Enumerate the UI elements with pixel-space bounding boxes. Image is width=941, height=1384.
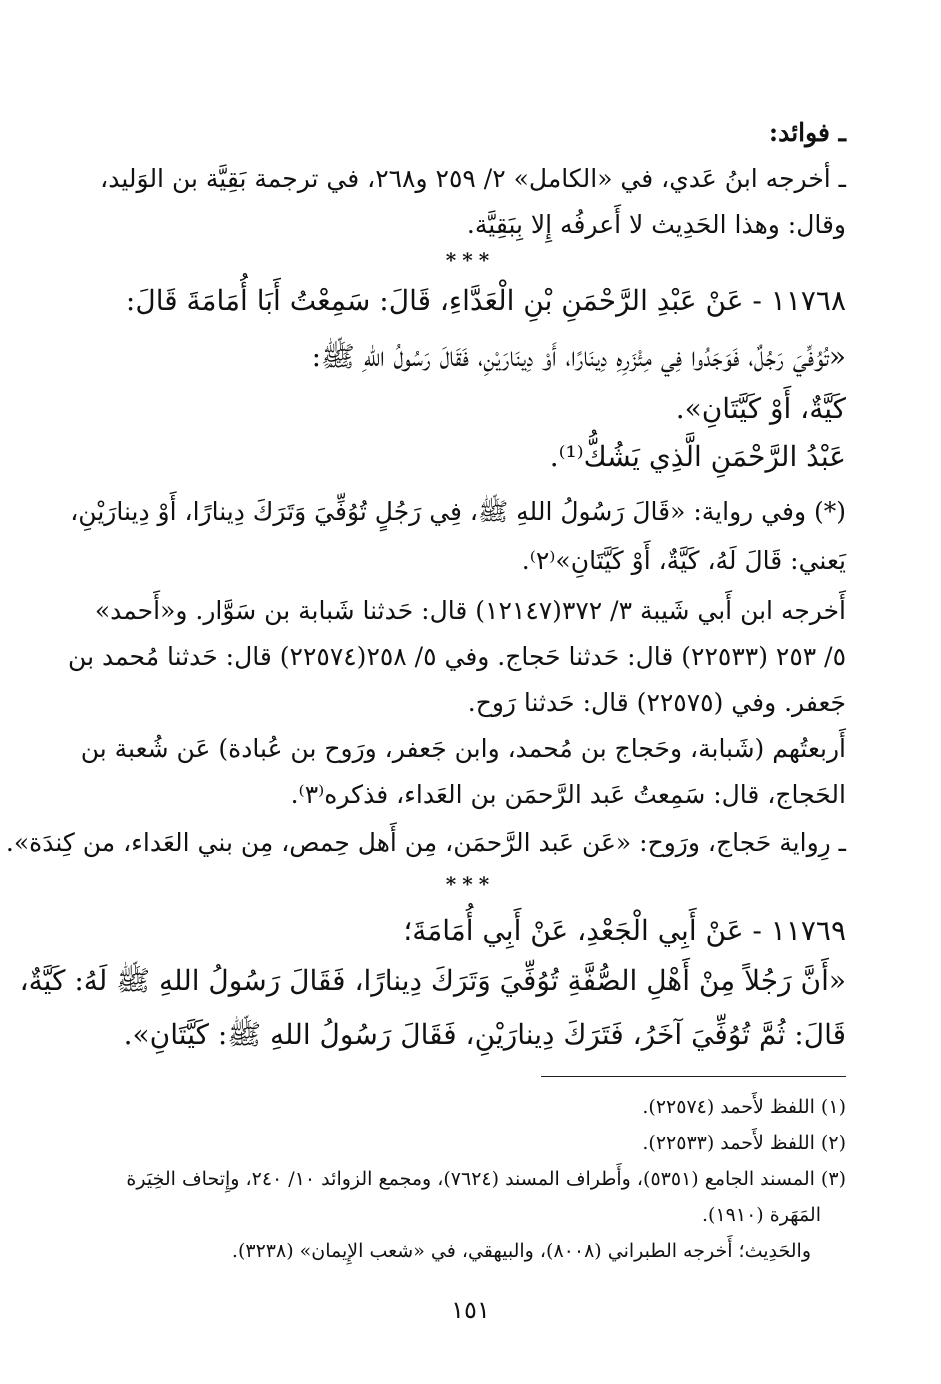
footnote-divider [541,1076,846,1077]
footnote-3-line-2: المَهَرة (١٩١٠). [702,1204,821,1226]
arbaa-line-2: الحَجاج، قال: سَمِعتُ عَبد الرَّحمَن بن العَداء، فذكره⁽٣⁾. [290,780,846,809]
takhrij-line-3: جَعفر. وفي (٢٢٥٧٥) قال: حَدثنا رَوح. [467,688,846,717]
riwaya-line-1: (*) وفي رواية: «قَالَ رَسُولُ اللهِ ﷺ، فِي رَجُلٍ تُوُفِّيَ وَتَرَكَ دِينارًا، أَوْ دِينارَيْنِ، [70,497,846,526]
hadith-11769-line-3: قَالَ: ثُمَّ تُوُفِّيَ آخَرُ، فَتَرَكَ دِينارَيْنِ، فَقَالَ رَسُولُ اللهِ ﷺ: كَيَّتَانِ». [123,1018,846,1051]
page-number: ١٥١ [451,1296,490,1324]
hadith-11768-line-1: ١١٧٦٨ - عَنْ عَبْدِ الرَّحْمَنِ بْنِ الْعَدَّاءِ، قَالَ: سَمِعْتُ أَبَا أُمَامَةَ قَالَ: [125,284,846,317]
section-separator: *** [445,872,496,896]
section-separator: *** [445,248,496,272]
hadith-11768-line-2: «تُوُفِّيَ رَجُلٌ، فَوَجَدُوا فِي مِئْزَرِهِ دِينَارًا، أَوْ دِينَارَيْنِ، فَقَالَ رَسُولُ اللهِ ﷺ: [311,340,846,373]
hadith-11768-line-4: عَبْدُ الرَّحْمَنِ الَّذِي يَشُكُّ⁽¹⁾. [549,440,846,473]
takhrij-line-2: ٥/ ٢٥٣ (٢٢٥٣٣) قال: حَدثنا حَجاج. وفي ٥/ ٢٥٨(٢٢٥٧٤) قال: حَدثنا مُحمد بن [68,642,846,671]
arbaa-line-1: أَربعتُهم (شَبابة، وحَجاج بن مُحمد، وابن جَعفر، ورَوح بن عُبادة) عَن شُعبة بن [80,734,846,763]
takhrij-line-1: أَخرجه ابن أَبي شَيبة ٣/ ٣٧٢(١٢١٤٧) قال: حَدثنا شَبابة بن سَوَّار. و«أَحمد» [94,596,846,625]
hadith-11768-line-3: كَيَّةٌ، أَوْ كَيَّتَانِ». [675,392,846,425]
fawaid-line-1: ـ أخرجه ابنُ عَدي، في «الكامل» ٢/ ٢٥٩ و٢٦٨، في ترجمة بَقِيَّة بن الوَليد، [100,164,846,193]
fawaid-heading: ـ فوائد: [768,118,846,147]
footnote-3-line-3: والحَدِيث؛ أَخرجه الطبراني (٨٠٠٨)، والبيهقي، في «شعب الإِيمان» (٣٢٣٨). [231,1240,811,1262]
hadith-11769-line-2: «أَنَّ رَجُلاً مِنْ أَهْلِ الصُّفَّةِ تُوُفِّيَ وَتَرَكَ دِينارًا، فَقَالَ رَسُولُ اللهِ ﷺ لَهُ: كَيَّةٌ، [19,964,846,997]
hadith-11769-line-1: ١١٧٦٩ - عَنْ أَبِي الْجَعْدِ، عَنْ أَبِي أُمَامَةَ؛ [403,914,846,947]
footnote-1: (١) اللفظ لأَحمد (٢٢٥٧٤). [642,1096,846,1118]
riwaya-line-2: يَعني: قَالَ لَهُ، كَيَّةٌ، أَوْ كَيَّتَانِ»⁽٢⁾. [521,546,846,575]
footnote-2: (٢) اللفظ لأَحمد (٢٢٥٣٣). [642,1132,846,1154]
riwayat-hajjaj: ـ رِواية حَجاج، ورَوح: «عَن عَبد الرَّحمَن، مِن أَهل حِمص، مِن بني العَداء، من كِندَة». [5,828,846,857]
fawaid-line-2: وقال: وهذا الحَدِيث لا أَعرفُه إِلا بِبَقِيَّة. [466,210,846,239]
footnote-3-line-1: (٣) المسند الجامع (٥٣٥١)، وأَطراف المسند (٧٦٢٤)، ومجمع الزوائد ١٠/ ٢٤٠، وإِتحاف الخِيَرة [126,1168,846,1190]
